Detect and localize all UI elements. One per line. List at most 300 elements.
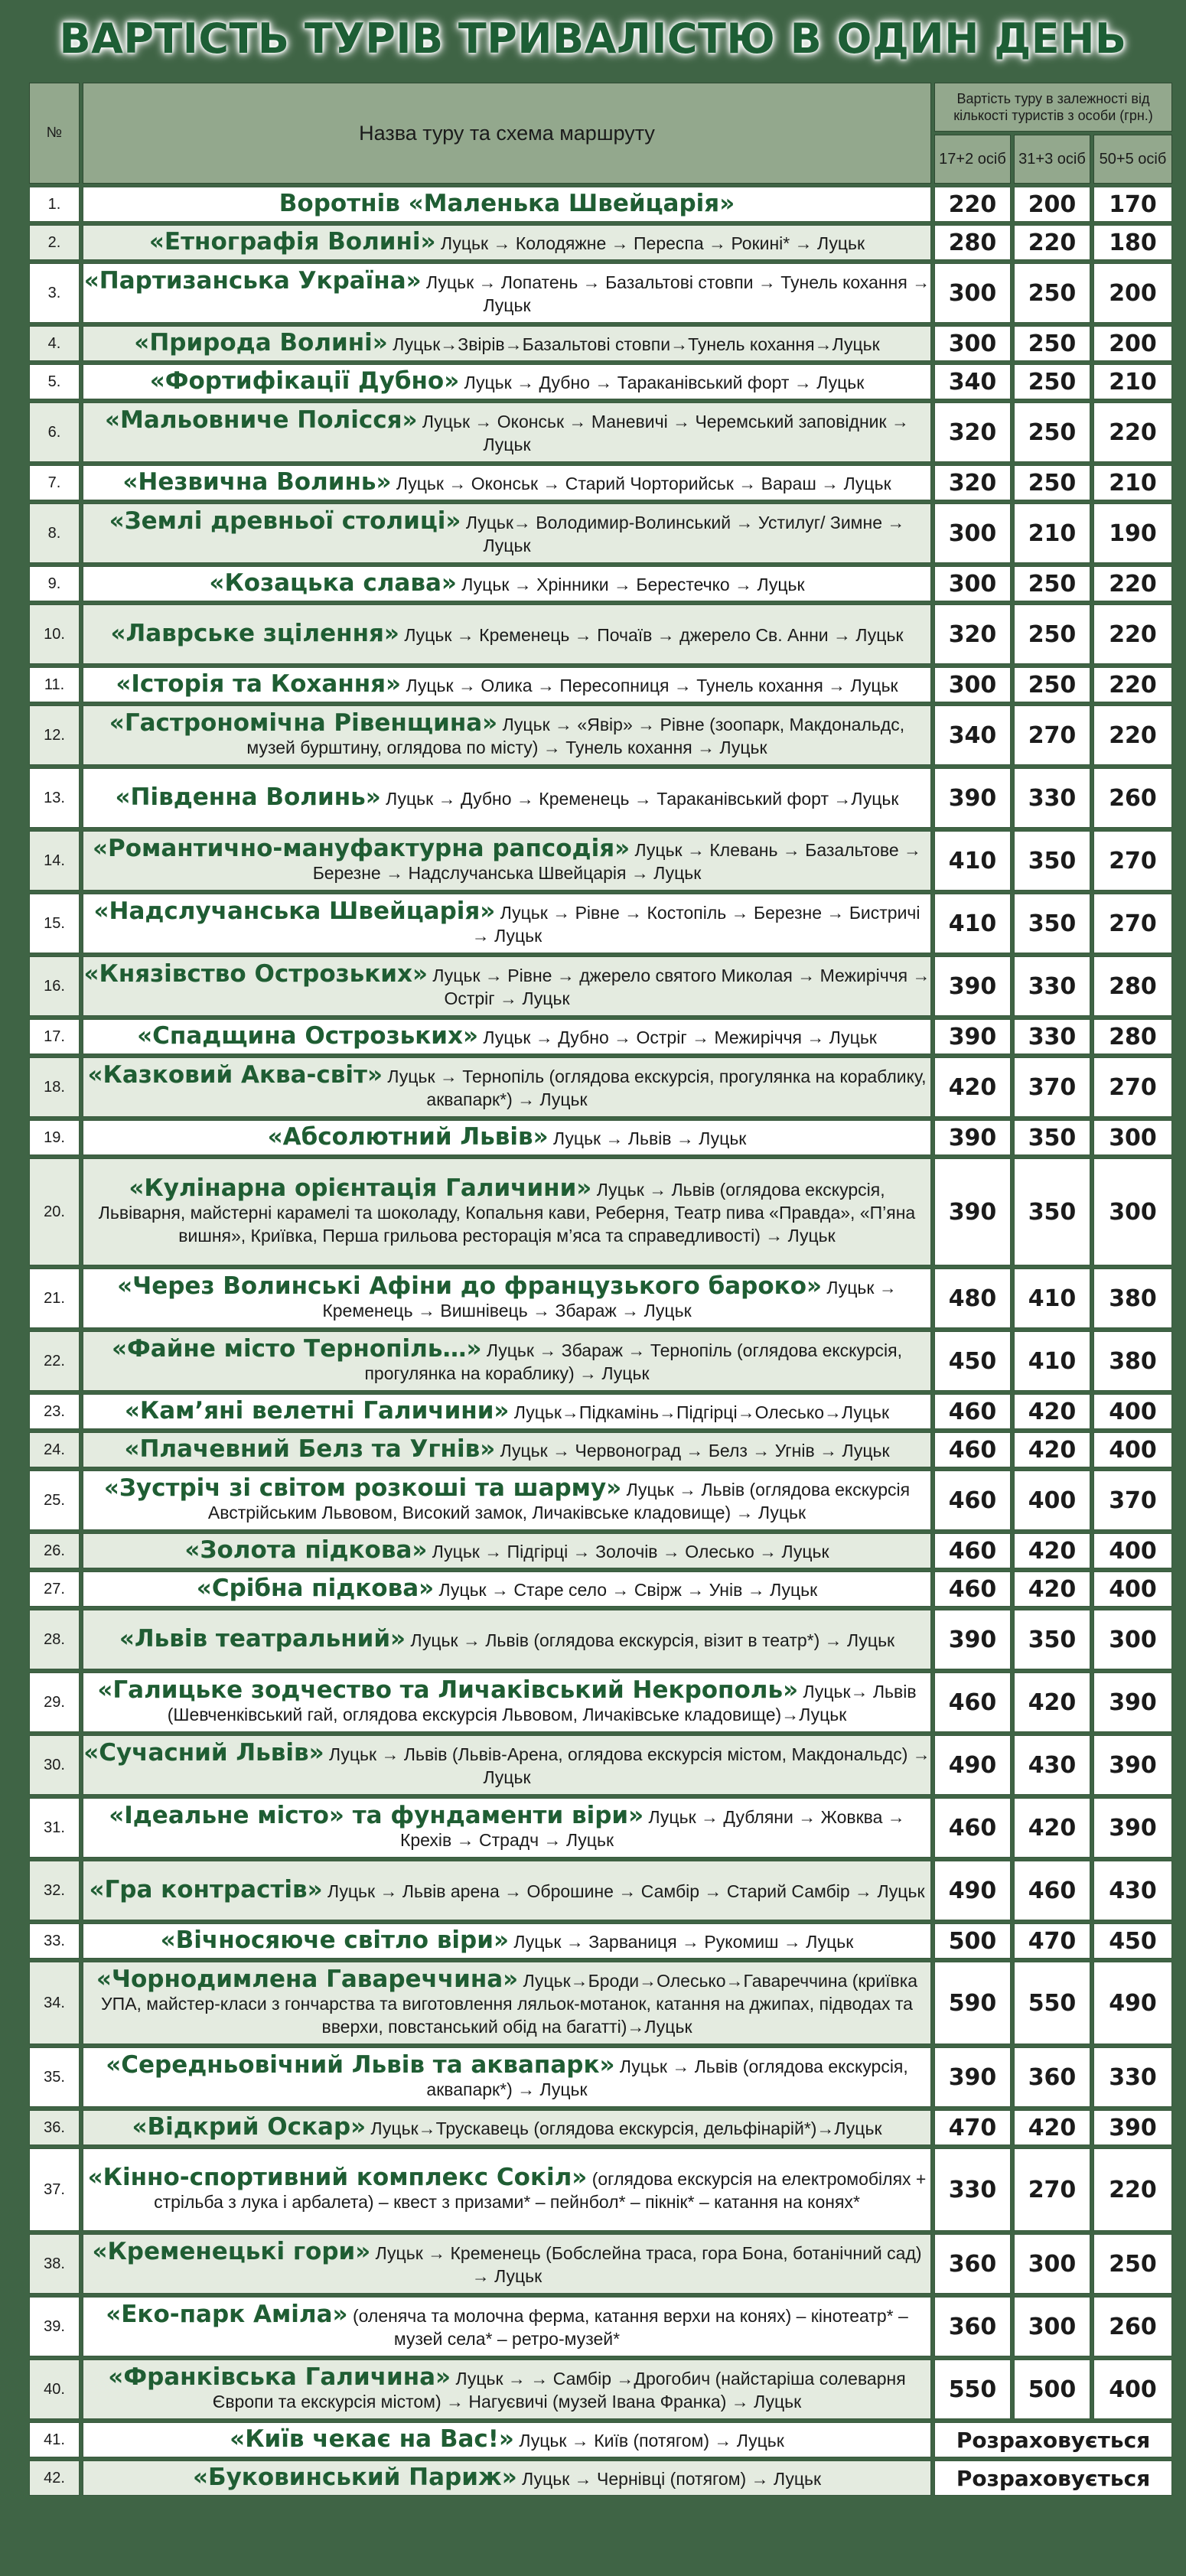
price-group-3: 250 (1093, 2234, 1172, 2294)
tour-name: «Через Волинські Афіни до французького бароко» (117, 1272, 823, 1300)
price-group-1: 410 (934, 894, 1011, 953)
table-row (29, 263, 1172, 323)
table-row (29, 1610, 1172, 1669)
price-group-3: 220 (1093, 2148, 1172, 2231)
tour-name: «Землі древньої столиці» (109, 507, 461, 535)
price-group-1: 340 (934, 364, 1011, 399)
table-row (29, 1962, 1172, 2044)
tour-cell (83, 1533, 931, 1568)
tour-name: «Кінно-спортивний комплекс Сокіл» (87, 2164, 588, 2191)
tour-cell (83, 465, 931, 500)
table-row (29, 1432, 1172, 1467)
price-group-1: 300 (934, 566, 1011, 601)
price-group-1: 460 (934, 1672, 1011, 1732)
table-row (29, 768, 1172, 828)
tour-name: «Козацька слава» (209, 569, 457, 597)
tour-route: Луцьк → «Явір» → Рівне (зоопарк, Макдональдс, музей бурштину, оглядова по місту) → Тунель кохання → Луцьк (246, 715, 905, 757)
tour-route: Луцьк → Кременець → Почаїв → джерело Св. Анни → Луцьк (399, 625, 904, 645)
table-row (29, 326, 1172, 361)
price-group-1: 280 (934, 225, 1011, 260)
price-group-3: 220 (1093, 667, 1172, 702)
tour-cell (83, 1268, 931, 1328)
tour-cell (83, 566, 931, 601)
tour-name: «Середньовічний Львів та аквапарк» (106, 2051, 615, 2079)
price-group-3: 300 (1093, 1120, 1172, 1155)
price-group-2: 420 (1014, 1798, 1090, 1858)
table-row (29, 2234, 1172, 2294)
tour-cell (83, 1571, 931, 1607)
price-group-3: 380 (1093, 1331, 1172, 1391)
price-group-1: 420 (934, 1057, 1011, 1117)
tour-route: Луцьк → Львів (оглядова екскурсія, візит в театр*) → Луцьк (406, 1630, 895, 1650)
tour-route: Луцьк → Львів арена → Оброшине → Самбір → Старий Самбір → Луцьк (322, 1881, 925, 1901)
row-number: 39. (29, 2297, 80, 2356)
header-group-1: 17+2 осіб (934, 135, 1011, 184)
price-group-1: 490 (934, 1735, 1011, 1795)
table-row (29, 604, 1172, 664)
row-number: 14. (29, 831, 80, 891)
price-group-1: 320 (934, 465, 1011, 500)
tour-route: Луцьк → Кременець → Вишнівець → Збараж → Луцьк (322, 1278, 897, 1321)
tour-cell (83, 604, 931, 664)
row-number: 23. (29, 1394, 80, 1429)
price-group-2: 350 (1014, 1120, 1090, 1155)
tour-name: Воротнів «Маленька Швейцарія» (279, 190, 735, 217)
tour-route: Луцьк → Чернівці (потягом) → Луцьк (516, 2469, 822, 2489)
tour-route: Луцьк → Львів (оглядова екскурсія, аквапарк*) → Луцьк (426, 2057, 908, 2099)
tour-cell (83, 364, 931, 399)
price-group-2: 330 (1014, 1019, 1090, 1054)
table-row (29, 465, 1172, 500)
tour-name: «Партизанська Україна» (83, 267, 422, 295)
table-row (29, 225, 1172, 260)
price-group-1: 550 (934, 2359, 1011, 2419)
tour-route: Луцьк→Трускавець (оглядова екскурсія, дельфінарій*)→Луцьк (366, 2118, 882, 2138)
table-row (29, 1923, 1172, 1959)
row-number: 17. (29, 1019, 80, 1054)
price-group-1: 360 (934, 2297, 1011, 2356)
header-cost: Вартість туру в залежності від кількості туристів з особи (грн.) (934, 83, 1172, 132)
tour-route: Луцьк → → Самбір →Дрогобич (найстаріша солеварня Європи та екскурсія містом) → Нагуєвичі (музей Івана Франка) → Луцьк (212, 2369, 906, 2412)
row-number: 11. (29, 667, 80, 702)
table-row (29, 1861, 1172, 1920)
tour-name: «Надслучанська Швейцарія» (93, 897, 496, 925)
tour-route: Луцьк → Дубно → Кременець → Тараканівський форт →Луцьк (380, 789, 899, 809)
price-group-3: 390 (1093, 1672, 1172, 1732)
price-group-1: 300 (934, 263, 1011, 323)
price-group-1: 390 (934, 1019, 1011, 1054)
tour-route: (оленяча та молочна ферма, катання верхи на конях) – кінотеатр* – музей села* – ретро-музей* (347, 2306, 908, 2349)
price-group-3: 210 (1093, 465, 1172, 500)
price-group-1: 390 (934, 956, 1011, 1016)
tour-cell (83, 667, 931, 702)
tour-route: Луцьк → Дубно → Тараканівський форт → Луцьк (459, 373, 865, 392)
price-group-1: 320 (934, 402, 1011, 462)
table-row (29, 566, 1172, 601)
price-group-2: 420 (1014, 1394, 1090, 1429)
tour-route: Луцьк → Дубляни → Жовква → Крехів → Страдч → Луцьк (399, 1807, 905, 1850)
tour-cell (83, 1057, 931, 1117)
price-group-1: 390 (934, 768, 1011, 828)
tour-name: «Плачевний Белз та Угнів» (124, 1435, 496, 1463)
price-group-2: 210 (1014, 503, 1090, 563)
tour-name: «Природа Волині» (134, 329, 388, 357)
tour-cell (83, 2047, 931, 2107)
price-group-1: 320 (934, 604, 1011, 664)
tour-cell (83, 402, 931, 462)
table-row (29, 503, 1172, 563)
tour-route: Луцьк → Зарваниця → Рукомиш → Луцьк (509, 1932, 854, 1952)
price-group-3: 400 (1093, 1533, 1172, 1568)
price-group-2: 350 (1014, 831, 1090, 891)
header-tour-name: Назва туру та схема маршруту (83, 83, 931, 184)
price-group-2: 350 (1014, 894, 1090, 953)
tour-route: Луцьк → Дубно → Острiг → Межиріччя → Луцьк (477, 1027, 877, 1047)
table-row (29, 1019, 1172, 1054)
price-group-3: 390 (1093, 1798, 1172, 1858)
price-group-2: 250 (1014, 667, 1090, 702)
tour-route: (оглядова екскурсія на електромобілях + стрільба з лука і арбалета) – квест з призами* – пейнбол* – пікнік* – катання на конях* (154, 2169, 927, 2212)
tour-route: Луцьк → Рівне → джерело святого Миколая → Межиріччя → Острiг → Луцьк (428, 966, 930, 1008)
tour-cell (83, 2234, 931, 2294)
tour-cell (83, 1158, 931, 1265)
price-group-3: 260 (1093, 2297, 1172, 2356)
table-row (29, 2148, 1172, 2231)
table-row (29, 1798, 1172, 1858)
price-group-2: 420 (1014, 1533, 1090, 1568)
price-group-3: 270 (1093, 831, 1172, 891)
price-group-1: 460 (934, 1798, 1011, 1858)
price-group-3: 200 (1093, 326, 1172, 361)
tour-cell (83, 956, 931, 1016)
row-number: 42. (29, 2460, 80, 2496)
price-group-1: 490 (934, 1861, 1011, 1920)
row-number: 29. (29, 1672, 80, 1732)
price-group-2: 430 (1014, 1735, 1090, 1795)
tour-route: Луцьк → Збараж → Тернопіль (оглядова екскурсія, прогулянка на кораблику) → Луцьк (364, 1340, 902, 1383)
table-row (29, 1057, 1172, 1117)
row-number: 2. (29, 225, 80, 260)
price-group-2: 200 (1014, 187, 1090, 222)
tour-cell (83, 1120, 931, 1155)
row-number: 8. (29, 503, 80, 563)
tour-route: Луцьк → Рівне → Костопіль → Березне → Бистричі → Луцьк (471, 903, 920, 946)
price-group-3: 170 (1093, 187, 1172, 222)
price-group-1: 470 (934, 2110, 1011, 2145)
tour-name: «Південна Волинь» (115, 783, 381, 811)
tour-cell (83, 187, 931, 222)
header-group-3: 50+5 осіб (1093, 135, 1172, 184)
tour-route: Луцьк → Олика → Пересопниця → Тунель кохання → Луцьк (401, 676, 898, 695)
tour-route: Луцьк → Оконськ → Маневичі → Черемський заповідник → Луцьк (417, 412, 909, 454)
tour-route: Луцьк → Хрінники → Берестечко → Луцьк (456, 575, 805, 594)
price-group-1: 590 (934, 1962, 1011, 2044)
tour-name: «Відкрий Оскар» (132, 2113, 367, 2141)
price-group-3: 280 (1093, 1019, 1172, 1054)
tour-cell (83, 831, 931, 891)
tour-cell (83, 1798, 931, 1858)
table-row (29, 187, 1172, 222)
tour-name: «Буковинський Париж» (192, 2464, 517, 2491)
tour-cell (83, 2297, 931, 2356)
price-group-2: 220 (1014, 225, 1090, 260)
price-group-1: 410 (934, 831, 1011, 891)
table-row (29, 956, 1172, 1016)
row-number: 26. (29, 1533, 80, 1568)
price-group-3: 180 (1093, 225, 1172, 260)
header-num: № (29, 83, 80, 184)
tour-cell (83, 1394, 931, 1429)
tour-name: «Кременецькі гори» (92, 2238, 371, 2265)
price-group-3: 270 (1093, 894, 1172, 953)
price-group-2: 250 (1014, 263, 1090, 323)
tour-route: Луцьк → Оконськ → Старий Чорторийськ → Вараш → Луцьк (391, 474, 891, 493)
row-number: 7. (29, 465, 80, 500)
tour-route: Луцьк → Львів → Луцьк (548, 1128, 747, 1148)
price-group-3: 490 (1093, 1962, 1172, 2044)
row-number: 20. (29, 1158, 80, 1265)
tour-route: Луцьк → Старе село → Свірж → Унів → Луцьк (434, 1580, 818, 1600)
price-group-2: 500 (1014, 2359, 1090, 2419)
price-group-3: 370 (1093, 1470, 1172, 1530)
row-number: 28. (29, 1610, 80, 1669)
row-number: 34. (29, 1962, 80, 2044)
row-number: 9. (29, 566, 80, 601)
price-group-3: 220 (1093, 705, 1172, 765)
row-number: 22. (29, 1331, 80, 1391)
price-group-3: 400 (1093, 1394, 1172, 1429)
tour-name: «Ідеальне місто» та фундаменти віри» (109, 1802, 644, 1829)
row-number: 10. (29, 604, 80, 664)
tour-name: «Князівство Острозьких» (83, 960, 428, 988)
tour-cell (83, 1470, 931, 1530)
tour-route: Луцьк → Львів (оглядова екскурсія, Львіварня, майстерні карамелі та шоколаду, Копальня кави, Реберня, Театр пива «Правда», «П’яна вишня», Криївка, Перша грильова ресторація м’яса та справедливості) → Луцьк (98, 1180, 916, 1246)
row-number: 37. (29, 2148, 80, 2231)
price-group-2: 460 (1014, 1861, 1090, 1920)
tour-name: «Зустріч зі світом розкоші та шарму» (103, 1474, 622, 1502)
tour-route: Луцьк → Тернопіль (оглядова екскурсія, прогулянка на кораблику, аквапарк*) → Луцьк (383, 1067, 927, 1109)
table-row (29, 1735, 1172, 1795)
price-group-2: 470 (1014, 1923, 1090, 1959)
table-row (29, 2359, 1172, 2419)
price-group-3: 430 (1093, 1861, 1172, 1920)
price-group-1: 390 (934, 1158, 1011, 1265)
tour-cell (83, 705, 931, 765)
row-number: 35. (29, 2047, 80, 2107)
tour-name: «Золота підкова» (184, 1536, 428, 1564)
price-group-2: 250 (1014, 326, 1090, 361)
table-row (29, 894, 1172, 953)
tour-cell (83, 1735, 931, 1795)
tour-route: Луцьк→ Львів (Шевченківський гай, оглядова екскурсія Львовом, Личаківське кладовище)→Луцьк (167, 1682, 917, 1724)
tour-cell (83, 2110, 931, 2145)
price-group-1: 360 (934, 2234, 1011, 2294)
price-group-3: 330 (1093, 2047, 1172, 2107)
row-number: 31. (29, 1798, 80, 1858)
tour-name: «Файне місто Тернопіль…» (112, 1335, 482, 1363)
price-group-1: 460 (934, 1432, 1011, 1467)
tour-rows (29, 187, 1172, 2496)
price-group-1: 220 (934, 187, 1011, 222)
tour-name: «Сучасний Львів» (83, 1739, 324, 1767)
row-number: 3. (29, 263, 80, 323)
price-group-2: 250 (1014, 465, 1090, 500)
price-group-3: 280 (1093, 956, 1172, 1016)
price-group-3: 200 (1093, 263, 1172, 323)
row-number: 12. (29, 705, 80, 765)
row-number: 24. (29, 1432, 80, 1467)
tour-cell (83, 1861, 931, 1920)
row-number: 40. (29, 2359, 80, 2419)
price-group-1: 500 (934, 1923, 1011, 1959)
price-group-3: 260 (1093, 768, 1172, 828)
tour-name: «Гастрономічна Рівенщина» (109, 709, 498, 737)
tour-name: «Фортифікації Дубно» (149, 367, 460, 395)
tour-cell (83, 1019, 931, 1054)
price-group-3: 450 (1093, 1923, 1172, 1959)
price-group-2: 350 (1014, 1158, 1090, 1265)
price-group-3: 220 (1093, 402, 1172, 462)
row-number: 4. (29, 326, 80, 361)
tour-cell (83, 768, 931, 828)
table-row (29, 1394, 1172, 1429)
price-group-2: 420 (1014, 1571, 1090, 1607)
row-number: 38. (29, 2234, 80, 2294)
tour-name: «Еко-парк Аміла» (106, 2301, 348, 2328)
price-group-2: 250 (1014, 402, 1090, 462)
table-row (29, 1571, 1172, 1607)
tour-cell (83, 2359, 931, 2419)
price-group-3: 210 (1093, 364, 1172, 399)
tour-name: «Кулінарна орієнтація Галичини» (129, 1174, 592, 1202)
row-number: 18. (29, 1057, 80, 1117)
tour-name: «Франківська Галичина» (108, 2363, 451, 2391)
price-group-3: 390 (1093, 1735, 1172, 1795)
table-row (29, 402, 1172, 462)
price-group-2: 420 (1014, 1432, 1090, 1467)
price-group-1: 390 (934, 1610, 1011, 1669)
tour-cell (83, 2422, 931, 2457)
table-row (29, 705, 1172, 765)
table-row (29, 2297, 1172, 2356)
tour-name: «Спадщина Острозьких» (137, 1022, 478, 1050)
header-group-2: 31+3 осіб (1014, 135, 1090, 184)
row-number: 33. (29, 1923, 80, 1959)
tour-route: Луцьк → Колодяжне → Переспа → Рокині* → Луцьк (435, 233, 865, 253)
table-row (29, 831, 1172, 891)
price-group-2: 270 (1014, 2148, 1090, 2231)
row-number: 41. (29, 2422, 80, 2457)
tour-name: «Львів театральний» (119, 1625, 406, 1653)
price-group-1: 390 (934, 2047, 1011, 2107)
price-group-2: 330 (1014, 956, 1090, 1016)
row-number: 25. (29, 1470, 80, 1530)
tour-route: Луцьк→ Володимир-Волинський → Устилуг/ Зимне → Луцьк (461, 513, 905, 555)
tour-route: Луцьк → Київ (потягом) → Луцьк (513, 2431, 784, 2451)
table-row (29, 1268, 1172, 1328)
table-row (29, 667, 1172, 702)
tour-name: «Чорнодимлена Гавареччина» (96, 1965, 519, 1993)
price-group-2: 300 (1014, 2297, 1090, 2356)
price-group-2: 270 (1014, 705, 1090, 765)
row-number: 1. (29, 187, 80, 222)
tour-route: Луцьк → Червоноград → Белз → Угнів → Луцьк (495, 1441, 890, 1461)
tour-cell (83, 2460, 931, 2496)
tour-cell (83, 1432, 931, 1467)
price-group-3: 400 (1093, 2359, 1172, 2419)
tour-route: Луцьк→Підкамінь→Підгірці→Олесько→Луцьк (509, 1402, 890, 1422)
tour-name: «Казковий Аква-світ» (87, 1061, 383, 1089)
price-group-2: 250 (1014, 566, 1090, 601)
tour-cell (83, 894, 931, 953)
table-row (29, 2047, 1172, 2107)
price-group-2: 350 (1014, 1610, 1090, 1669)
price-group-2: 420 (1014, 2110, 1090, 2145)
price-group-3: 390 (1093, 2110, 1172, 2145)
price-group-2: 370 (1014, 1057, 1090, 1117)
tour-name: «Лаврське зцілення» (110, 620, 399, 647)
price-group-2: 360 (1014, 2047, 1090, 2107)
row-number: 19. (29, 1120, 80, 1155)
tour-cell (83, 503, 931, 563)
tour-name: «Гра контрастів» (89, 1876, 323, 1904)
table-row (29, 364, 1172, 399)
table-row (29, 1120, 1172, 1155)
price-group-3: 190 (1093, 503, 1172, 563)
tour-cell (83, 263, 931, 323)
tour-name: «Незвична Волинь» (122, 468, 392, 496)
tour-route: Луцьк→Звірів→Базальтові стовпи→Тунель кохання→Луцьк (387, 334, 880, 354)
price-group-2: 400 (1014, 1470, 1090, 1530)
table-row (29, 1331, 1172, 1391)
page-title: ВАРТІСТЬ ТУРІВ ТРИВАЛІСТЮ В ОДИН ДЕНЬ (59, 14, 1127, 63)
price-group-2: 330 (1014, 768, 1090, 828)
price-group-1: 460 (934, 1394, 1011, 1429)
price-group-2: 250 (1014, 364, 1090, 399)
price-group-2: 410 (1014, 1331, 1090, 1391)
tour-name: «Срібна підкова» (196, 1575, 435, 1602)
tour-cell (83, 1923, 931, 1959)
price-group-3: 220 (1093, 566, 1172, 601)
table-row (29, 1533, 1172, 1568)
tour-name: «Вічносяюче світло віри» (160, 1926, 509, 1954)
price-group-3: 380 (1093, 1268, 1172, 1328)
row-number: 5. (29, 364, 80, 399)
tour-cell (83, 225, 931, 260)
tour-route: Луцьк → Лопатень → Базальтові стовпи → Тунель кохання → Луцьк (421, 272, 930, 315)
tour-route: Луцьк → Клевань → Базальтове → Березне → Надслучанська Швейцарія → Луцьк (312, 840, 922, 883)
price-group-1: 340 (934, 705, 1011, 765)
tour-name: «Київ чекає на Вас!» (230, 2425, 514, 2453)
price-group-2: 250 (1014, 604, 1090, 664)
row-number: 32. (29, 1861, 80, 1920)
row-number: 27. (29, 1571, 80, 1607)
row-number: 21. (29, 1268, 80, 1328)
table-row (29, 1672, 1172, 1732)
tour-route: Луцьк→Броди→Олесько→Гавареччина (криївка УПА, майстер-класи з гончарства та виготовлення ляльок-мотанок, катання на джипах, підводах та вверхи, повстанський обід на багатті)→Луцьк (101, 1971, 918, 2037)
price-group-1: 300 (934, 326, 1011, 361)
price-group-2: 550 (1014, 1962, 1090, 2044)
price-group-3: 300 (1093, 1610, 1172, 1669)
price-calculated: Розраховується (934, 2460, 1172, 2496)
tour-cell (83, 1672, 931, 1732)
tour-route: Луцьк → Кременець (Бобслейна траса, гора Бона, ботанічний сад) → Луцьк (370, 2243, 922, 2286)
tour-cell (83, 1331, 931, 1391)
tour-name: «Романтично-мануфактурна рапсодія» (92, 835, 630, 862)
tour-name: «Етнографія Волині» (148, 228, 436, 256)
price-group-3: 300 (1093, 1158, 1172, 1265)
tour-cell (83, 326, 931, 361)
